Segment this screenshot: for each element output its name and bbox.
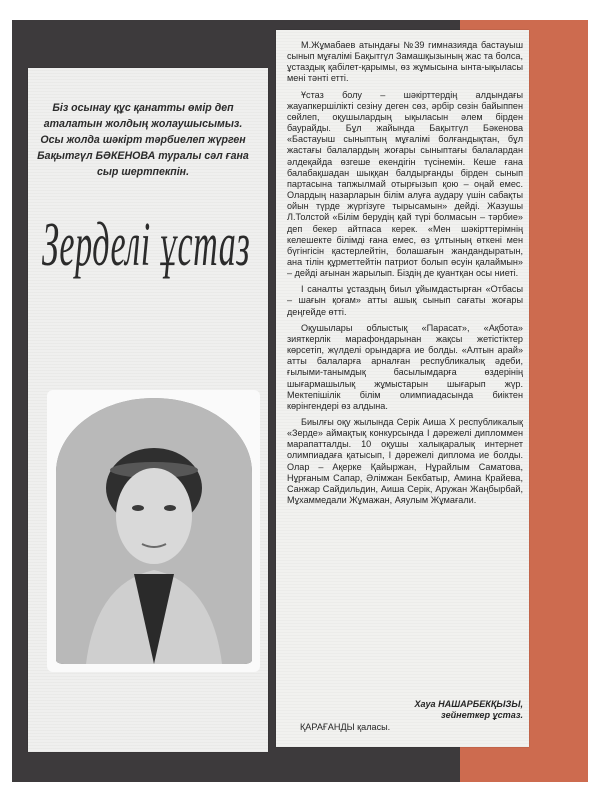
article-body: [287, 40, 523, 506]
article-paragraph: Ұстаз болу – шәкірттердің алдындағы жауапкершілікті сезіну деген сөз, әрбір сөзін байыппен сөйлеп, оқушылардың ықыласын әлем бірден баурайды. Бұл жайында Бақытгүл Бәкенова «Бастауыш сыныптың мұғалімі болғандықтан, бұл жастағы балалардың жоғары сыныптағы балалардан әлдеқайда өзгеше екендігін түсінемін. Кеше ғана балабақшадан шыққан балдырғанды бірден сынып партасына тапжылмай отырғызып қою – оңай емес. Олардың назарларын білім алуға аудару үшін сабақты ойын түрде жүргізуге тырысамын» дейді. Жазушы Л.Толстой «Білім берудің қай түрі болмасын – тәрбие» деп бекер айтпаса керек. «Мен шәкірттерімнің келешекте білімді ғана емес, өз ұлтының өткені мен бүгінгісін қастерлейтін, болашағын жандандыратын, ана тілін құрметтейтін патриот болып өсуін қалаймын» – дейді ағынан жарылып. Біздің де қуантқан осы ниеті.: [287, 89, 523, 279]
portrait-illustration: [56, 398, 252, 664]
article-headline: Зерделі ұстаз: [42, 211, 251, 279]
article-paragraph: Биылғы оқу жылында Серік Аиша Х республикалық «Зерде» аймақтық конкурсында І дәрежелі дипломмен марапатталды. 10 оқушы халықаралық интернет олимпиадаға қатысып, І дәрежелі диплома ие болды. Олар – Ақерке Қайыржан, Нұрайлым Саматова, Нұрғаным Сапар, Әлімжан Бекбатыр, Амина Крайева, Санжар Сайдильдин, Аиша Серік, Аружан Жаңбырбай, Мұхаммедали Жұмажан, Аяулым Жұмағали.: [287, 417, 523, 506]
article-paragraph: І саналты ұстаздың биыл ұйымдастырған «Отбасы – шағын қоғам» атты ашық сынып сағаты жоғары деңгейде өтті.: [287, 284, 523, 317]
article-paragraph: Оқушылары облыстық «Парасат», «Ақбота» зияткерлік марафондарынан жақсы жетістіктер көрсетіп, жүлделі орындарға ие болды. «Алтын арай» атты балаларға арналған республикалық әдеби, ғылыми-танымдық басылымдарға өздерінің шығармашылық жұмыстарын шығарып жүр. Мектепішілік білім олимпиадасында биіктен көрінгендері өз алдына.: [287, 322, 523, 411]
article-paragraph: М.Жұмабаев атындағы №39 гимназияда бастауыш сынып мұғалімі Бақытгүл Замашқызының жас та болса, ұстаздық қабілет-қарымы, өз жұмысына ынта-ықыласы мені тәнті етті.: [287, 40, 523, 84]
author-city: ҚАРАҒАНДЫ қаласы.: [300, 722, 391, 732]
author-name: Хауа НАШАРБЕКҚЫЗЫ,: [414, 699, 523, 709]
author-role: зейнеткер ұстаз.: [441, 710, 523, 720]
article-intro: Біз осынау құс қанатты өмір деп аталатын жолдың жолаушысымыз. Осы жолда шәкірт тәрбиелеп жүрген Бақытгүл БӘКЕНОВА туралы сәл ғана сыр шертпекпін.: [37, 102, 249, 178]
teacher-portrait-image: [56, 398, 252, 664]
